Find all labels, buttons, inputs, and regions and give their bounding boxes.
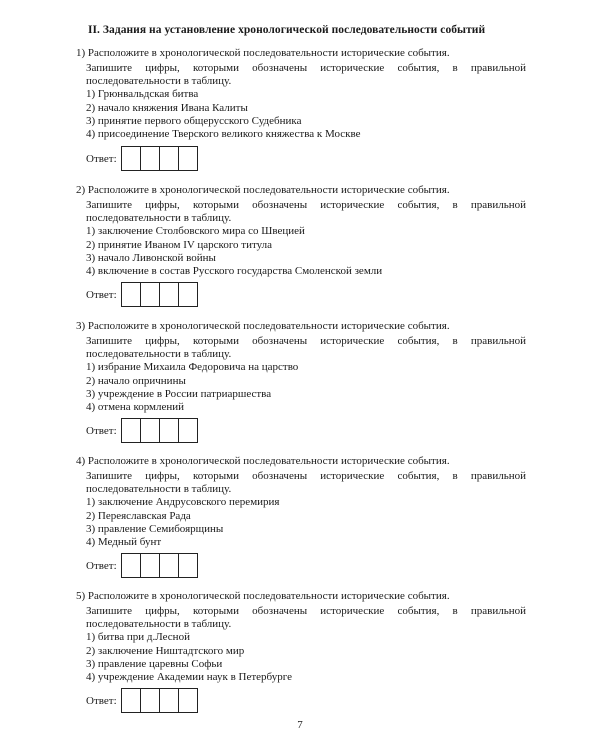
task-instruction: Запишите цифры, которыми обозначены исторические события, в правильной последовательности в таблицу. [86,335,526,361]
answer-box-1[interactable] [122,419,140,442]
answer-box-4[interactable] [178,283,197,306]
task-option: 2) начало опричнины [86,374,186,387]
task-option: 4) включение в состав Русского государства Смоленской земли [86,265,383,278]
answer-row [86,553,198,578]
task-body [86,470,526,549]
answer-boxes [121,146,198,171]
task-body [86,62,526,141]
answer-box-4[interactable] [178,147,197,170]
task-prompt: 5) Расположите в хронологической последовательности исторические события. [76,590,450,602]
task-option: 1) заключение Андрусовского перемирия [86,496,280,509]
answer-row [86,146,198,171]
task-prompt: 4) Расположите в хронологической последовательности исторические события. [76,455,450,467]
task-instruction: Запишите цифры, которыми обозначены исторические события, в правильной последовательности в таблицу. [86,605,526,631]
answer-box-3[interactable] [159,419,178,442]
answer-label: Ответ: [86,288,117,301]
task-option: 3) принятие первого общерусского Судебника [86,114,302,127]
task-instruction: Запишите цифры, которыми обозначены исторические события, в правильной последовательности в таблицу. [86,199,526,225]
task-option: 2) Переяславская Рада [86,509,191,522]
task-prompt: 1) Расположите в хронологической последовательности исторические события. [76,47,450,59]
task-option: 3) правление Семибоярщины [86,522,224,535]
task-body [86,335,526,414]
task-option: 3) начало Ливонской войны [86,251,216,264]
task-option: 2) принятие Иваном IV царского титула [86,238,273,251]
answer-boxes [121,553,198,578]
answer-box-4[interactable] [178,419,197,442]
task-instruction: Запишите цифры, которыми обозначены исторические события, в правильной последовательности в таблицу. [86,62,526,88]
answer-box-2[interactable] [140,419,159,442]
answer-boxes [121,688,198,713]
task-option: 4) учреждение Академии наук в Петербурге [86,671,292,684]
task-option: 1) Грюнвальдская битва [86,88,199,101]
answer-row [86,282,198,307]
answer-box-2[interactable] [140,147,159,170]
task-body [86,605,526,684]
answer-box-1[interactable] [122,147,140,170]
answer-label: Ответ: [86,152,117,165]
answer-box-2[interactable] [140,283,159,306]
section-heading: II. Задания на установление хронологической последовательности событий [88,24,486,36]
answer-box-3[interactable] [159,283,178,306]
answer-box-2[interactable] [140,554,159,577]
task-prompt: 3) Расположите в хронологической последовательности исторические события. [76,320,450,332]
task-option: 1) битва при д.Лесной [86,631,190,644]
answer-box-4[interactable] [178,689,197,712]
answer-boxes [121,418,198,443]
task-option: 4) отмена кормлений [86,401,185,414]
answer-box-1[interactable] [122,554,140,577]
task-option: 4) присоединение Тверского великого княжества к Москве [86,128,361,141]
task-option: 4) Медный бунт [86,536,162,549]
answer-boxes [121,282,198,307]
task-option: 3) учреждение в России патриаршества [86,387,272,400]
task-instruction: Запишите цифры, которыми обозначены исторические события, в правильной последовательности в таблицу. [86,470,526,496]
page-number: 7 [297,719,303,731]
task-option: 3) правление царевны Софьи [86,657,223,670]
answer-label: Ответ: [86,694,117,707]
task-body [86,199,526,278]
task-prompt: 2) Расположите в хронологической последовательности исторические события. [76,184,450,196]
answer-label: Ответ: [86,559,117,572]
answer-row [86,688,198,713]
answer-box-1[interactable] [122,689,140,712]
answer-label: Ответ: [86,424,117,437]
answer-box-2[interactable] [140,689,159,712]
answer-box-3[interactable] [159,147,178,170]
task-option: 1) заключение Столбовского мира со Швецией [86,225,305,238]
answer-box-3[interactable] [159,554,178,577]
answer-row [86,418,198,443]
answer-box-4[interactable] [178,554,197,577]
answer-box-3[interactable] [159,689,178,712]
answer-box-1[interactable] [122,283,140,306]
task-option: 1) избрание Михаила Федоровича на царство [86,361,299,374]
task-option: 2) начало княжения Ивана Калиты [86,101,248,114]
task-option: 2) заключение Ништадтского мир [86,644,245,657]
